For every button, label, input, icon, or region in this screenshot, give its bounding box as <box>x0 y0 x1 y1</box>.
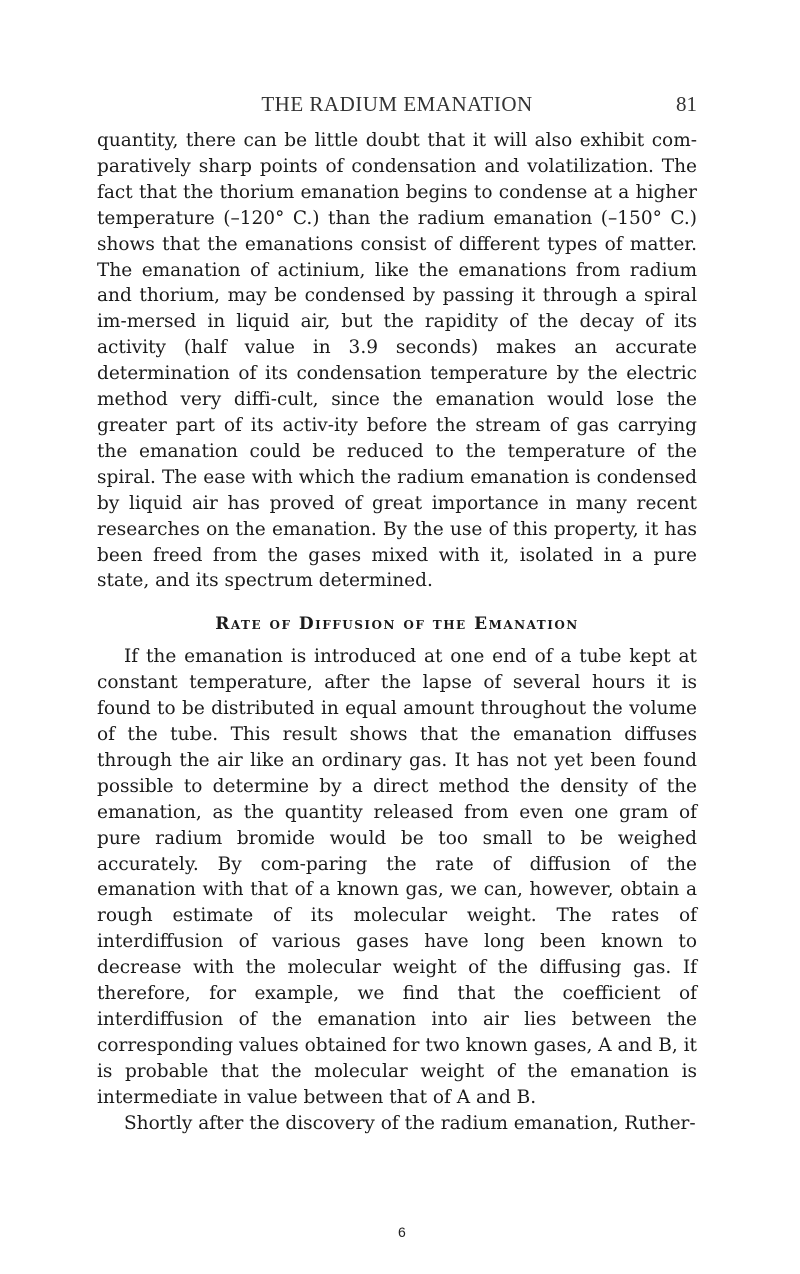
running-head <box>97 92 697 118</box>
paragraph-continued: quantity, there can be little doubt that it will also exhibit com-paratively sharp points of condensation and volatilization. The fact that the thorium emanation begins to condense at a higher temperature (–120° C.) than the radium emanation (–150° C.) shows that the emanations consist of different types of matter. The emanation of actinium, like the emanations from radium and thorium, may be condensed by passing it through a spiral im-mersed in liquid air, but the rapidity of the decay of its activity (half value in 3.9 seconds) makes an accurate determination of its condensation temperature by the electric method very diffi-cult, since the emanation would lose the greater part of its activ-ity before the stream of gas carrying the emanation could be reduced to the temperature of the spiral. The ease with which the radium emanation is condensed by liquid air has proved of great importance in many recent researches on the emanation. By the use of this property, it has been freed from the gases mixed with it, isolated in a pure state, and its spectrum determined. <box>97 130 697 592</box>
signature-mark: 6 <box>398 1224 406 1240</box>
paragraph: Shortly after the discovery of the radium emanation, Ruther- <box>124 1112 696 1134</box>
body-text <box>97 128 697 1137</box>
running-title: THE RADIUM EMANATION <box>261 92 533 116</box>
section-heading: Rate of Diffusion of the Emanation <box>215 614 579 635</box>
page-number: 81 <box>676 92 697 116</box>
paragraph: If the emanation is introduced at one end of a tube kept at constant temperature, after the lapse of several hours it is found to be distributed in equal amount throughout the volume of the tube. This result shows that the emanation diffuses through the air like an ordinary gas. It has not yet been found possible to determine by a direct method the density of the emanation, as the quantity released from even one gram of pure radium bromide would be too small to be weighed accurately. By com-paring the rate of diffusion of the emanation with that of a known gas, we can, however, obtain a rough estimate of its molecular weight. The rates of interdiffusion of various gases have long been known to decrease with the molecular weight of the diffusing gas. If therefore, for example, we find that the coefficient of interdiffusion of the emanation into air lies between the corresponding values obtained for two known gases, A and B, it is probable that the molecular weight of the emanation is intermediate in value between that of A and B. <box>97 646 697 1108</box>
